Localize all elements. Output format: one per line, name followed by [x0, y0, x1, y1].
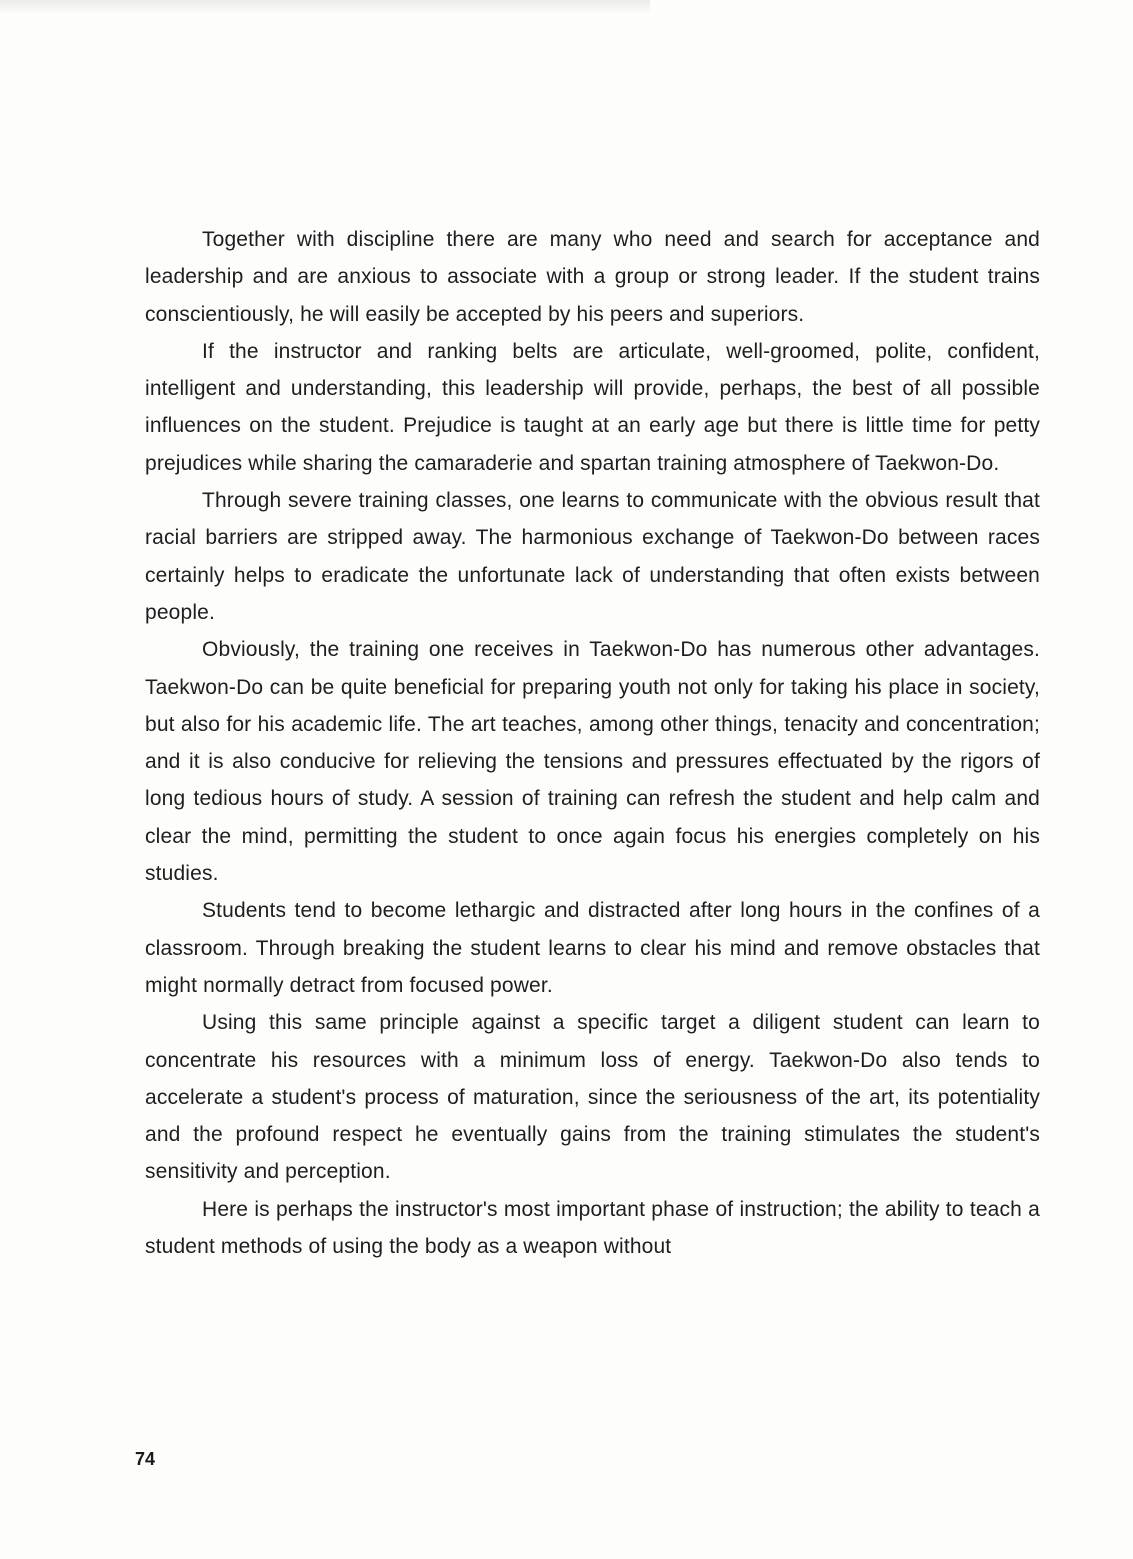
paragraph-concentration: Using this same principle against a specific target a diligent student can learn to concentrate his resources with a minimum loss of energy. Taekwon-Do also tends to accelerate a student's process of maturation, since the seriousness of the art, its potentiality and the profound respect he eventually gains from the training stimulates the student's sensitivity and perception.	[145, 1011, 1040, 1184]
page-number: 74	[135, 1449, 156, 1469]
paragraph-racial-barriers: Through severe training classes, one learns to communicate with the obvious result that racial barriers are stripped away. The harmonious exchange of Taekwon-Do between races certainly helps to eradicate the unfortunate lack of understanding that often exists between people.	[145, 489, 1040, 624]
paragraph-instruction: Here is perhaps the instructor's most important phase of instruction; the ability to teach a student methods of using the body as a weapon without	[145, 1197, 1040, 1259]
scan-edge-shadow	[0, 0, 650, 14]
paragraph-leadership: If the instructor and ranking belts are articulate, well-groomed, polite, confident, intelligent and understanding, this leadership will provide, perhaps, the best of all possible influences on the student. Prejudice is taught at an early age but there is little time for petty prejudices while sharing the camaraderie and spartan training atmosphere of Taekwon-Do.	[145, 339, 1040, 475]
paragraph-discipline: Together with discipline there are many who need and search for acceptance and leadership and are anxious to associate with a group or strong leader. If the student trains conscientiously, he will easily be accepted by his peers and superiors.	[145, 228, 1040, 326]
paragraph-advantages: Obviously, the training one receives in Taekwon-Do has numerous other advantages. Taekwon-Do can be quite beneficial for preparing youth not only for taking his place in society, but also for his academic life. The art teaches, among other things, tenacity and concentration; and it is also conducive for relieving the tensions and pressures effectuated by the rigors of long tedious hours of study. A session of training can refresh the student and help calm and clear the mind, permitting the student to once again focus his energies completely on his studies.	[145, 638, 1040, 886]
paragraph-classroom: Students tend to become lethargic and distracted after long hours in the confines of a classroom. Through breaking the student learns to clear his mind and remove obstacles that might normally detract from focused power.	[145, 899, 1040, 997]
body-text	[145, 221, 1040, 1265]
